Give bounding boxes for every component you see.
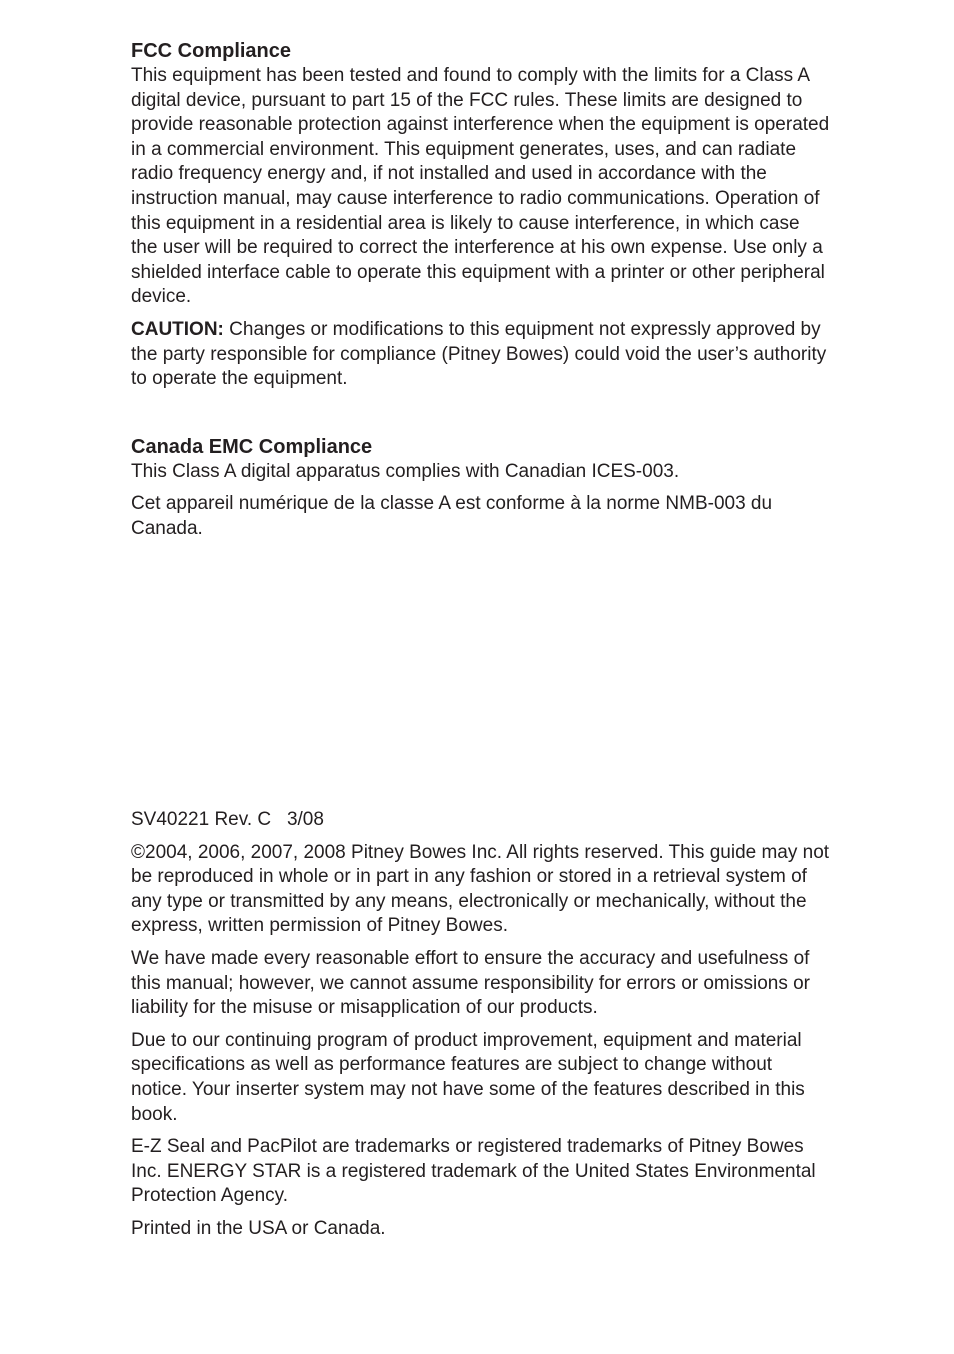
improvement-notice: Due to our continuing program of product improvement, equipment and material specifications as well as performance features are subject to change without notice. Your inserter system may not have some of the features described in this book. bbox=[131, 1029, 805, 1125]
caution-label: CAUTION: bbox=[131, 318, 224, 340]
fcc-body: This equipment has been tested and found to comply with the limits for a Class A digital device, pursuant to part 15 of the FCC rules. These limits are designed to provide reasonable protection against interference when the equipment is operated in a commercial environment. This equipment generates, uses, and can radiate radio frequency energy and, if not installed and used in accordance with the instruction manual, may cause interference to radio communications. Operation of this equipment in a residential area is likely to cause interference, in which case the user will be required to correct the interference at his own expense. Use only a shielded interface cable to operate this equipment with a printer or other peripheral device. bbox=[131, 65, 830, 308]
caution-paragraph bbox=[131, 318, 831, 392]
document-id: SV40221 Rev. C 3/08 bbox=[131, 809, 324, 830]
canada-french: Cet appareil numérique de la classe A est conforme à la norme NMB-003 du Canada. bbox=[131, 493, 773, 539]
caution-text: Changes or modifications to this equipment not expressly approved by the party responsible for compliance (Pitney Bowes) could void the user’s authority to operate the equipment. bbox=[131, 318, 827, 390]
printed-notice: Printed in the USA or Canada. bbox=[131, 1217, 386, 1239]
compliance-content bbox=[131, 38, 831, 550]
fcc-heading: FCC Compliance bbox=[131, 40, 292, 62]
accuracy-disclaimer: We have made every reasonable effort to ensure the accuracy and usefulness of this manual; however, we cannot assume responsibility for errors or omissions or liability for the misuse or misapplication of our products. bbox=[131, 947, 811, 1019]
trademark-notice: E-Z Seal and PacPilot are trademarks or registered trademarks of Pitney Bowes Inc. ENERGY STAR is a registered trademark of the United States Environmental Protection Agency. bbox=[131, 1136, 816, 1207]
copyright-notice: ©2004, 2006, 2007, 2008 Pitney Bowes Inc. All rights reserved. This guide may not be reproduced in whole or in part in any fashion or stored in a retrieval system of any type or transmitted by any means, electronically or mechanically, without the express, written permission of Pitney Bowes. bbox=[131, 841, 830, 937]
canada-section bbox=[131, 434, 831, 542]
canada-english: This Class A digital apparatus complies with Canadian ICES-003. bbox=[131, 460, 680, 482]
fcc-section bbox=[131, 38, 831, 392]
canada-heading: Canada EMC Compliance bbox=[131, 435, 373, 458]
legal-footer bbox=[131, 808, 831, 1250]
